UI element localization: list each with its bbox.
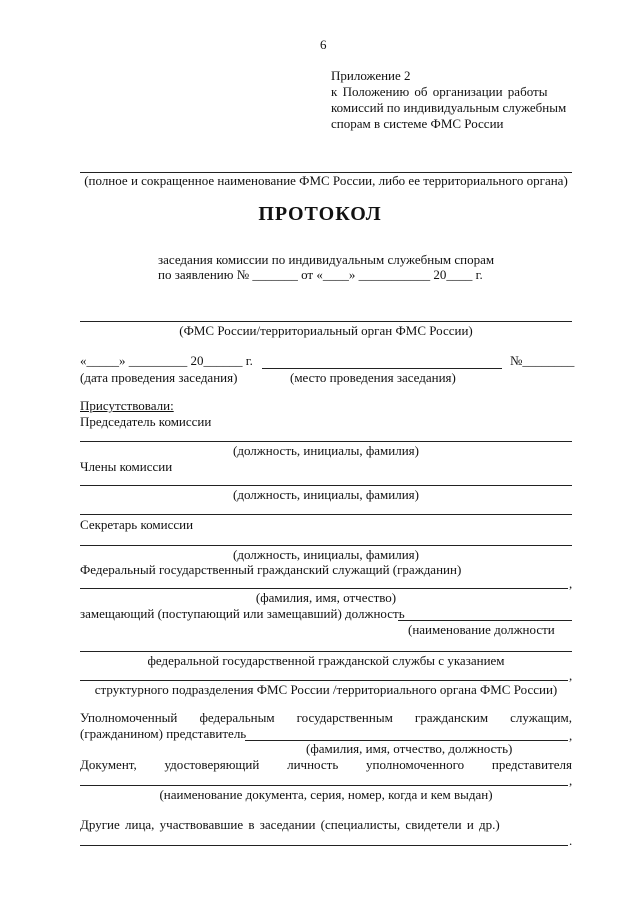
document-word-1: Документ, [80,757,137,772]
civil-servant-line [80,588,568,589]
others-label: Другие лица, участвовавшие в заседании (специалисты, свидетели и др.) [80,817,500,832]
service-hint: федеральной государственной гражданской службы с указанием [147,653,505,668]
document-word-3: личность [287,757,339,772]
representative-hint: (фамилия, имя, отчество, должность) [306,741,513,756]
appendix-line-1: Приложение 2 [331,68,411,83]
subtitle-line-2: по заявлению № _______ от «____» ___________ 20____ г. [158,267,483,282]
secretary-hint: (должность, инициалы, фамилия) [233,547,419,562]
secretary-label: Секретарь комиссии [80,517,194,532]
representative-line-2: (гражданином) представитель [80,726,247,741]
secretary-line [80,545,572,546]
meeting-date-line: «_____» _________ 20______ г. [80,353,253,368]
division-line [80,680,568,681]
representative-line-1 [80,710,572,726]
position-name-hint: (наименование должности [408,622,555,637]
date-hint: (дата проведения заседания) [80,370,238,385]
appendix-line-2: к Положению об организации работы [331,84,548,99]
others-line [80,845,568,846]
document-word-5: представителя [491,757,572,772]
page-number: 6 [320,37,327,52]
civil-servant-comma: , [569,576,573,591]
civil-servant-label: Федеральный государственный гражданский служащий (гражданин) [80,562,462,577]
representative-word-1: Уполномоченный [80,710,178,725]
members-line-2 [80,514,572,515]
members-line [80,485,572,486]
appendix-line-4: спорам в системе ФМС России [331,116,504,131]
document-line [80,757,572,773]
others-period: . [569,833,573,848]
document-id-line [80,785,568,786]
fms-line [80,321,572,322]
document-word-2: удостоверяющий [164,757,260,772]
representative-word-3: государственным [296,710,393,725]
civil-servant-hint: (фамилия, имя, отчество) [255,590,397,605]
document-word-4: уполномоченного [366,757,465,772]
document-hint: (наименование документа, серия, номер, когда и кем выдан) [159,787,493,802]
document-title: ПРОТОКОЛ [258,203,382,225]
members-hint: (должность, инициалы, фамилия) [233,487,419,502]
org-name-hint: (полное и сокращенное наименование ФМС России, либо ее территориального органа) [84,173,568,188]
position-line [398,620,572,621]
division-comma: , [569,668,573,683]
representative-word-2: федеральным [199,710,275,725]
chairman-hint: (должность, инициалы, фамилия) [233,443,419,458]
present-label: Присутствовали: [80,398,174,413]
chairman-label: Председатель комиссии [80,414,212,429]
chairman-line [80,441,572,442]
representative-comma: , [569,728,573,743]
meeting-place-line [262,368,502,369]
holding-position-label: замещающий (поступающий или замещавший) должность [80,606,405,621]
division-hint: структурного подразделения ФМС России /территориального органа ФМС России) [94,682,558,697]
service-line [80,651,572,652]
document-comma: , [569,773,573,788]
appendix-line-3: комиссий по индивидуальным служебным [331,100,567,115]
members-label: Члены комиссии [80,459,173,474]
place-hint: (место проведения заседания) [290,370,456,385]
protocol-number: №________ [510,353,575,368]
fms-hint: (ФМС России/территориальный орган ФМС России) [179,323,473,338]
representative-word-4: гражданским [414,710,489,725]
subtitle-line-1: заседания комиссии по индивидуальным служебным спорам [158,252,495,267]
representative-word-5: служащим, [510,710,572,725]
